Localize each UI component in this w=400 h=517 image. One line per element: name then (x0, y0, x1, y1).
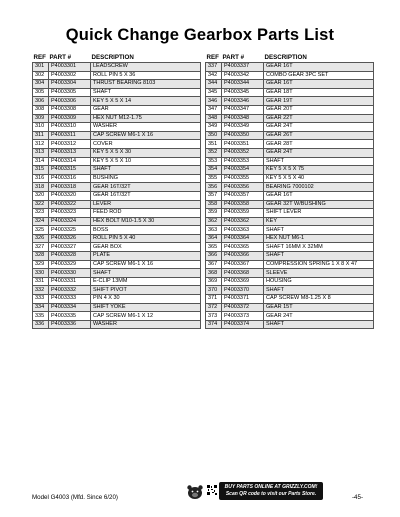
table-row (33, 183, 201, 192)
parts-store-banner-line1: BUY PARTS ONLINE AT GRIZZLY.COM! (224, 484, 318, 490)
cell-description: BUSHING (91, 174, 201, 183)
cell-part-number: P4003352 (222, 148, 264, 157)
bear-logo-icon (185, 484, 205, 500)
cell-part-number: P4003363 (222, 226, 264, 235)
cell-part-number: P4003364 (222, 234, 264, 243)
table-row (33, 88, 201, 97)
cell-description: GEAR 18T (264, 88, 374, 97)
table-row (206, 295, 374, 304)
cell-ref: 357 (206, 191, 222, 200)
cell-part-number: P4003315 (49, 166, 91, 175)
cell-description: ROLL PIN 5 X 36 (91, 71, 201, 80)
cell-description: THRUST BEARING 8103 (91, 80, 201, 89)
cell-ref: 334 (33, 303, 49, 312)
table-row (206, 166, 374, 175)
cell-description: SHAFT (264, 157, 374, 166)
cell-ref: 355 (206, 174, 222, 183)
cell-description: GEAR 24T (264, 123, 374, 132)
table-row (33, 200, 201, 209)
cell-part-number: P4003325 (49, 226, 91, 235)
table-row (33, 166, 201, 175)
cell-description: BOSS (91, 226, 201, 235)
cell-part-number: P4003320 (49, 191, 91, 200)
column-header-part: PART # (49, 54, 72, 61)
cell-description: SHAFT (264, 286, 374, 295)
cell-ref: 320 (33, 191, 49, 200)
cell-part-number: P4003322 (49, 200, 91, 209)
table-row (33, 191, 201, 200)
column-header-description: DESCRIPTION (91, 54, 134, 61)
cell-description: WASHER (91, 320, 201, 329)
column-header-ref: REF (206, 54, 219, 61)
cell-part-number: P4003301 (49, 63, 91, 72)
table-row (33, 63, 201, 72)
table-row (33, 80, 201, 89)
cell-part-number: P4003353 (222, 157, 264, 166)
cell-description: SHIFT LEVER (264, 209, 374, 218)
column-header-ref: REF (33, 54, 46, 61)
cell-part-number: P4003351 (222, 140, 264, 149)
cell-ref: 301 (33, 63, 49, 72)
cell-part-number: P4003308 (49, 105, 91, 114)
cell-ref: 373 (206, 312, 222, 321)
cell-description: PLATE (91, 252, 201, 261)
footer-model-text: Model G4003 (Mfd. Since 6/20) (32, 494, 118, 501)
table-row (33, 97, 201, 106)
table-header-row (33, 53, 201, 63)
cell-description: WASHER (91, 123, 201, 132)
table-row (206, 97, 374, 106)
cell-ref: 372 (206, 303, 222, 312)
cell-ref: 346 (206, 97, 222, 106)
cell-part-number: P4003372 (222, 303, 264, 312)
cell-part-number: P4003354 (222, 166, 264, 175)
cell-ref: 336 (33, 320, 49, 329)
cell-description: GEAR 20T (264, 105, 374, 114)
table-row (33, 226, 201, 235)
table-row (206, 63, 374, 72)
cell-ref: 344 (206, 80, 222, 89)
parts-table-left (32, 53, 201, 329)
cell-description: E-CLIP 13MM (91, 277, 201, 286)
table-row (33, 277, 201, 286)
cell-part-number: P4003346 (222, 97, 264, 106)
cell-part-number: P4003327 (49, 243, 91, 252)
cell-description: SHAFT (264, 320, 374, 329)
cell-ref: 328 (33, 252, 49, 261)
cell-part-number: P4003323 (49, 209, 91, 218)
cell-description: KEY 5 X 5 X 75 (264, 166, 374, 175)
table-row (206, 114, 374, 123)
cell-part-number: P4003335 (49, 312, 91, 321)
cell-part-number: P4003324 (49, 217, 91, 226)
cell-description: GEAR 32T W/BUSHING (264, 200, 374, 209)
cell-part-number: P4003347 (222, 105, 264, 114)
table-row (206, 217, 374, 226)
cell-part-number: P4003313 (49, 148, 91, 157)
cell-ref: 359 (206, 209, 222, 218)
cell-part-number: P4003342 (222, 71, 264, 80)
cell-ref: 370 (206, 286, 222, 295)
cell-ref: 333 (33, 295, 49, 304)
cell-description: SHIFT YOKE (91, 303, 201, 312)
table-row (33, 312, 201, 321)
cell-ref: 327 (33, 243, 49, 252)
column-header-part: PART # (222, 54, 245, 61)
cell-ref: 329 (33, 260, 49, 269)
column-header-description: DESCRIPTION (264, 54, 307, 61)
cell-part-number: P4003373 (222, 312, 264, 321)
cell-part-number: P4003318 (49, 183, 91, 192)
cell-ref: 326 (33, 234, 49, 243)
table-row (206, 131, 374, 140)
cell-part-number: P4003371 (222, 295, 264, 304)
table-row (206, 209, 374, 218)
cell-ref: 302 (33, 71, 49, 80)
cell-description: KEY 5 X 5 X 40 (264, 174, 374, 183)
cell-ref: 342 (206, 71, 222, 80)
cell-ref: 348 (206, 114, 222, 123)
cell-description: GEAR 16T/32T (91, 191, 201, 200)
cell-description: HEX NUT M6-1 (264, 234, 374, 243)
cell-part-number: P4003312 (49, 140, 91, 149)
table-row (206, 88, 374, 97)
table-row (206, 320, 374, 329)
cell-description: SHAFT (91, 88, 201, 97)
cell-part-number: P4003350 (222, 131, 264, 140)
cell-part-number: P4003309 (49, 114, 91, 123)
table-row (206, 80, 374, 89)
table-row (33, 123, 201, 132)
cell-part-number: P4003358 (222, 200, 264, 209)
cell-ref: 322 (33, 200, 49, 209)
cell-description: GEAR 24T (264, 312, 374, 321)
cell-description: SHAFT (264, 252, 374, 261)
table-row (206, 226, 374, 235)
cell-ref: 367 (206, 260, 222, 269)
cell-part-number: P4003334 (49, 303, 91, 312)
cell-description: HEX BOLT M10-1.5 X 30 (91, 217, 201, 226)
cell-part-number: P4003374 (222, 320, 264, 329)
table-row (33, 234, 201, 243)
cell-description: GEAR (91, 105, 201, 114)
cell-part-number: P4003357 (222, 191, 264, 200)
cell-ref: 305 (33, 88, 49, 97)
cell-ref: 358 (206, 200, 222, 209)
parts-table-right (205, 53, 374, 329)
table-row (33, 148, 201, 157)
cell-description: SLEEVE (264, 269, 374, 278)
table-row (33, 157, 201, 166)
cell-part-number: P4003311 (49, 131, 91, 140)
table-row (33, 209, 201, 218)
cell-part-number: P4003356 (222, 183, 264, 192)
cell-part-number: P4003344 (222, 80, 264, 89)
cell-ref: 362 (206, 217, 222, 226)
cell-description: BEARING 7000102 (264, 183, 374, 192)
cell-part-number: P4003328 (49, 252, 91, 261)
cell-ref: 316 (33, 174, 49, 183)
cell-ref: 350 (206, 131, 222, 140)
cell-ref: 306 (33, 97, 49, 106)
cell-ref: 335 (33, 312, 49, 321)
table-row (33, 295, 201, 304)
cell-ref: 332 (33, 286, 49, 295)
cell-part-number: P4003362 (222, 217, 264, 226)
table-row (206, 71, 374, 80)
table-row (206, 123, 374, 132)
cell-part-number: P4003326 (49, 234, 91, 243)
cell-description: SHAFT 16MM X 32MM (264, 243, 374, 252)
cell-part-number: P4003305 (49, 88, 91, 97)
cell-ref: 363 (206, 226, 222, 235)
cell-description: GEAR 16T/32T (91, 183, 201, 192)
cell-ref: 311 (33, 131, 49, 140)
table-row (33, 320, 201, 329)
cell-ref: 304 (33, 80, 49, 89)
page-number: -45- (352, 494, 364, 501)
cell-part-number: P4003306 (49, 97, 91, 106)
cell-description: HEX NUT M12-1.75 (91, 114, 201, 123)
cell-ref: 323 (33, 209, 49, 218)
table-row (33, 269, 201, 278)
cell-ref: 352 (206, 148, 222, 157)
table-row (206, 105, 374, 114)
cell-description: KEY (264, 217, 374, 226)
table-row (206, 252, 374, 261)
cell-ref: 331 (33, 277, 49, 286)
cell-part-number: P4003370 (222, 286, 264, 295)
table-row (33, 131, 201, 140)
cell-ref: 318 (33, 183, 49, 192)
cell-part-number: P4003367 (222, 260, 264, 269)
cell-ref: 330 (33, 269, 49, 278)
table-row (206, 234, 374, 243)
cell-ref: 337 (206, 63, 222, 72)
cell-ref: 351 (206, 140, 222, 149)
cell-description: GEAR 24T (264, 148, 374, 157)
cell-ref: 371 (206, 295, 222, 304)
table-row (33, 114, 201, 123)
cell-description: HOUSING (264, 277, 374, 286)
cell-description: GEAR 22T (264, 114, 374, 123)
cell-part-number: P4003332 (49, 286, 91, 295)
cell-description: CAP SCREW M6-1 X 16 (91, 260, 201, 269)
cell-part-number: P4003366 (222, 252, 264, 261)
table-header-row (206, 53, 374, 63)
cell-description: GEAR 26T (264, 131, 374, 140)
table-row (33, 243, 201, 252)
cell-ref: 315 (33, 166, 49, 175)
cell-ref: 325 (33, 226, 49, 235)
cell-ref: 314 (33, 157, 49, 166)
cell-part-number: P4003337 (222, 63, 264, 72)
table-row (206, 303, 374, 312)
cell-description: LEADSCREW (91, 63, 201, 72)
cell-description: GEAR 15T (264, 303, 374, 312)
cell-part-number: P4003349 (222, 123, 264, 132)
cell-ref: 310 (33, 123, 49, 132)
cell-ref: 374 (206, 320, 222, 329)
cell-ref: 345 (206, 88, 222, 97)
cell-part-number: P4003355 (222, 174, 264, 183)
cell-description: FEED ROD (91, 209, 201, 218)
table-row (33, 252, 201, 261)
cell-description: SHAFT (264, 226, 374, 235)
cell-description: COMPRESSION SPRING 1 X 8 X 47 (264, 260, 374, 269)
table-row (206, 140, 374, 149)
table-row (206, 312, 374, 321)
cell-part-number: P4003348 (222, 114, 264, 123)
table-row (33, 303, 201, 312)
cell-ref: 308 (33, 105, 49, 114)
cell-part-number: P4003310 (49, 123, 91, 132)
parts-store-banner[interactable] (219, 482, 323, 500)
cell-description: SHIFT PIVOT (91, 286, 201, 295)
table-row (206, 277, 374, 286)
table-row (206, 174, 374, 183)
cell-part-number: P4003330 (49, 269, 91, 278)
table-row (206, 200, 374, 209)
cell-description: GEAR 28T (264, 140, 374, 149)
cell-part-number: P4003336 (49, 320, 91, 329)
table-row (206, 157, 374, 166)
cell-description: GEAR 16T (264, 80, 374, 89)
cell-ref: 309 (33, 114, 49, 123)
cell-description: CAP SCREW M6-1 X 16 (91, 131, 201, 140)
cell-description: GEAR 19T (264, 97, 374, 106)
cell-part-number: P4003359 (222, 209, 264, 218)
table-row (33, 260, 201, 269)
cell-ref: 324 (33, 217, 49, 226)
cell-description: SHAFT (91, 269, 201, 278)
cell-ref: 356 (206, 183, 222, 192)
cell-description: GEAR 16T (264, 191, 374, 200)
cell-part-number: P4003333 (49, 295, 91, 304)
cell-ref: 354 (206, 166, 222, 175)
table-row (206, 243, 374, 252)
cell-ref: 364 (206, 234, 222, 243)
cell-ref: 347 (206, 105, 222, 114)
cell-ref: 366 (206, 252, 222, 261)
cell-part-number: P4003331 (49, 277, 91, 286)
cell-ref: 369 (206, 277, 222, 286)
table-row (206, 148, 374, 157)
cell-description: KEY 5 X 5 X 14 (91, 97, 201, 106)
cell-description: COMBO GEAR 3PC SET (264, 71, 374, 80)
cell-part-number: P4003329 (49, 260, 91, 269)
cell-ref: 365 (206, 243, 222, 252)
cell-ref: 353 (206, 157, 222, 166)
table-row (33, 286, 201, 295)
cell-description: PIN 4 X 30 (91, 295, 201, 304)
cell-part-number: P4003302 (49, 71, 91, 80)
cell-part-number: P4003345 (222, 88, 264, 97)
cell-description: COVER (91, 140, 201, 149)
cell-description: CAP SCREW M6-1 X 12 (91, 312, 201, 321)
cell-ref: 349 (206, 123, 222, 132)
cell-part-number: P4003304 (49, 80, 91, 89)
cell-ref: 368 (206, 269, 222, 278)
table-row (206, 191, 374, 200)
page-title: Quick Change Gearbox Parts List (65, 26, 335, 44)
table-row (206, 286, 374, 295)
table-row (33, 217, 201, 226)
cell-part-number: P4003368 (222, 269, 264, 278)
cell-part-number: P4003369 (222, 277, 264, 286)
table-row (33, 71, 201, 80)
table-row (206, 183, 374, 192)
cell-description: LEVER (91, 200, 201, 209)
table-row (206, 269, 374, 278)
cell-description: KEY 5 X 5 X 30 (91, 148, 201, 157)
cell-description: KEY 5 X 5 X 10 (91, 157, 201, 166)
cell-ref: 312 (33, 140, 49, 149)
cell-description: ROLL PIN 5 X 40 (91, 234, 201, 243)
cell-description: SHAFT (91, 166, 201, 175)
cell-ref: 313 (33, 148, 49, 157)
cell-part-number: P4003365 (222, 243, 264, 252)
table-row (33, 174, 201, 183)
cell-part-number: P4003316 (49, 174, 91, 183)
table-row (33, 140, 201, 149)
qr-code-icon (206, 484, 218, 496)
cell-description: GEAR BOX (91, 243, 201, 252)
cell-description: GEAR 16T (264, 63, 374, 72)
parts-store-banner-line2: Scan QR code to visit our Parts Store. (225, 491, 317, 497)
cell-part-number: P4003314 (49, 157, 91, 166)
table-row (33, 105, 201, 114)
table-row (206, 260, 374, 269)
cell-description: CAP SCREW M8-1.25 X 8 (264, 295, 374, 304)
